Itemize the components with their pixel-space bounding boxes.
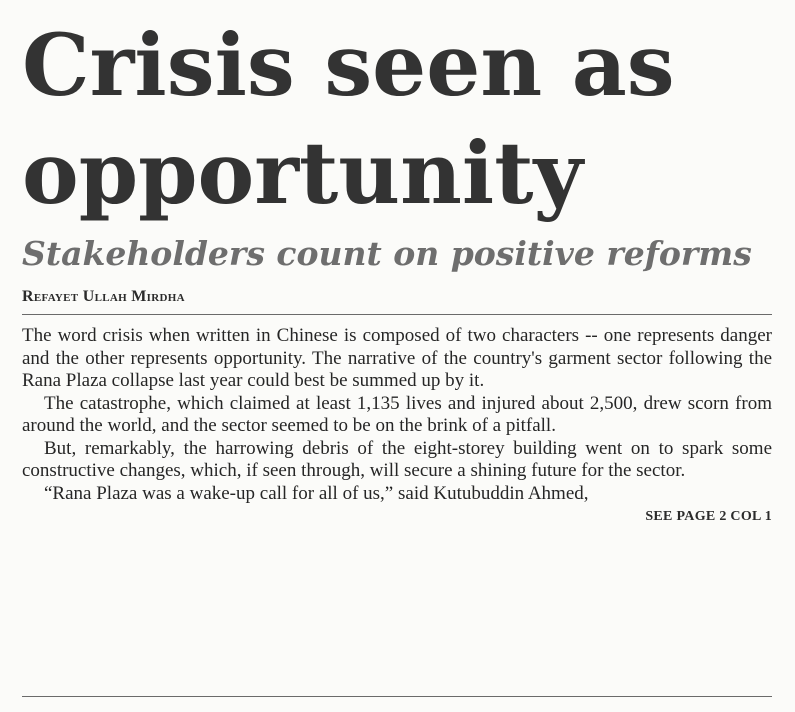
- byline: Refayet Ullah Mirdha: [22, 288, 772, 315]
- continued-on-page: SEE PAGE 2 COL 1: [645, 509, 772, 524]
- paragraph-4: “Rana Plaza was a wake-up call for all of us,” said Kutubuddin Ahmed,: [44, 482, 589, 504]
- paragraph-1: The word crisis when written in Chinese is composed of two characters -- one represents danger and the other represents opportunity. The narrative of the country's garment sector following the Rana Plaza collapse last year could best be summed up by it.: [22, 325, 772, 391]
- paragraph-2: The catastrophe, which claimed at least 1,135 lives and injured about 2,500, drew scorn from around the world, and the sector seemed to be on the brink of a pitfall.: [22, 392, 772, 436]
- article-body: [22, 325, 772, 505]
- headline: [22, 0, 772, 228]
- paragraph-3: But, remarkably, the harrowing debris of the eight-storey building went on to spark some constructive changes, which, if seen through, will secure a shining future for the sector.: [22, 437, 772, 481]
- bottom-divider: [22, 696, 772, 697]
- headline-line-2: opportunity: [22, 124, 583, 224]
- headline-line-1: Crisis seen as: [22, 16, 675, 116]
- news-article: [22, 0, 772, 712]
- subheadline: Stakeholders count on positive reforms: [22, 234, 752, 273]
